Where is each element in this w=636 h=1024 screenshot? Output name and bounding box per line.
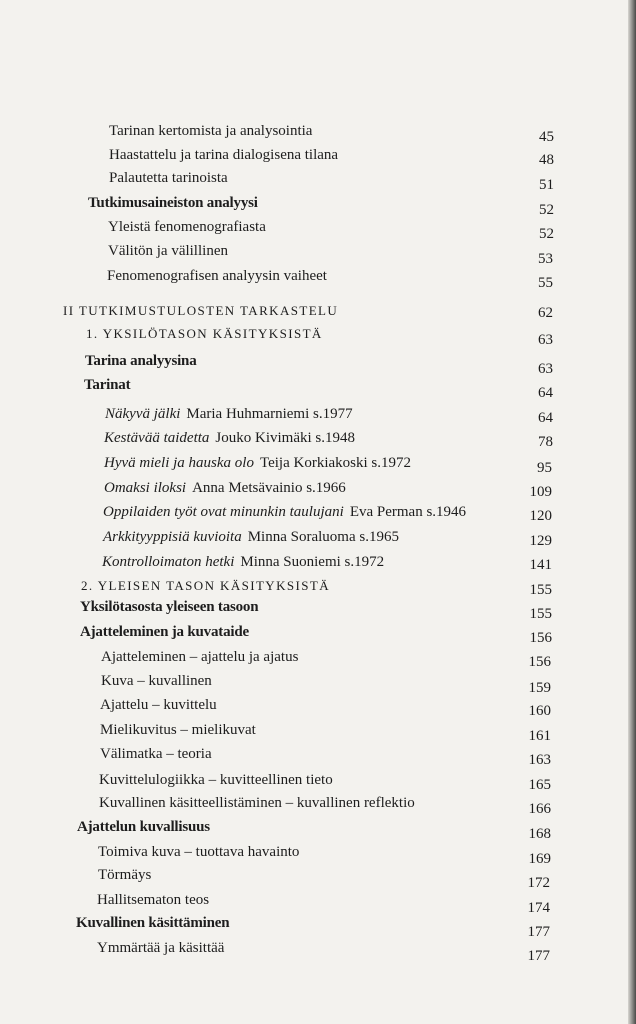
toc-page-number: 155 bbox=[529, 582, 552, 598]
toc-entry-author: Jouko Kivimäki s.1948 bbox=[215, 430, 355, 446]
toc-page-number: 172 bbox=[527, 875, 550, 891]
toc-entry bbox=[101, 672, 212, 690]
toc-page-number: 62 bbox=[538, 305, 553, 321]
toc-entry-title: Omaksi iloksi bbox=[104, 480, 187, 496]
toc-entry-text: Palautetta tarinoista bbox=[109, 170, 228, 186]
toc-page-number: 45 bbox=[539, 129, 554, 145]
toc-entry bbox=[104, 429, 355, 447]
toc-entry-text: Tarinat bbox=[84, 377, 131, 393]
toc-page-number: 51 bbox=[539, 177, 554, 193]
toc-entry bbox=[101, 648, 298, 666]
toc-section-heading bbox=[84, 376, 130, 394]
toc-page-number: 177 bbox=[527, 948, 550, 964]
toc-section-heading bbox=[80, 598, 258, 616]
toc-entry-text: Tutkimusaineiston analyysi bbox=[88, 195, 258, 211]
toc-entry bbox=[109, 122, 312, 140]
toc-page-number: 52 bbox=[539, 202, 554, 218]
toc-entry-text: Kuva – kuvallinen bbox=[101, 673, 212, 689]
toc-page-number: 53 bbox=[538, 251, 553, 267]
toc-entry bbox=[109, 146, 338, 164]
toc-entry bbox=[107, 267, 327, 285]
toc-page-number: 141 bbox=[529, 557, 552, 573]
toc-entry-text: Yleistä fenomenografiasta bbox=[108, 219, 266, 235]
toc-entry-text: Tarinan kertomista ja analysointia bbox=[109, 123, 313, 139]
toc-page-number: 109 bbox=[529, 484, 552, 500]
toc-page-number: 168 bbox=[528, 826, 551, 842]
toc-entry-title: Näkyvä jälki bbox=[105, 406, 181, 422]
toc-page-number: 155 bbox=[529, 606, 552, 622]
toc-section-heading bbox=[77, 818, 210, 836]
toc-page-number: 166 bbox=[528, 801, 551, 817]
toc-entry-text: Tarina analyysina bbox=[85, 353, 197, 369]
toc-page-number: 174 bbox=[527, 900, 550, 916]
toc-entry bbox=[104, 454, 411, 472]
toc-entry-text: 2. YLEISEN TASON KÄSITYKSISTÄ bbox=[81, 578, 331, 593]
toc-page-number: 63 bbox=[538, 361, 553, 377]
toc-entry bbox=[102, 553, 384, 571]
toc-entry-author: Teija Korkiakoski s.1972 bbox=[259, 455, 411, 471]
toc-page-number: 64 bbox=[538, 410, 553, 426]
toc-section-heading bbox=[88, 194, 258, 212]
toc-entry-text: Ymmärtää ja käsittää bbox=[97, 940, 225, 956]
toc-entry-text: 1. YKSILÖTASON KÄSITYKSISTÄ bbox=[86, 326, 323, 341]
toc-page-number: 78 bbox=[538, 434, 553, 450]
toc-entry-author: Eva Perman s.1946 bbox=[349, 504, 467, 520]
toc-page-number: 165 bbox=[528, 777, 551, 793]
toc-entry bbox=[103, 503, 466, 521]
toc-entry-author: Anna Metsävainio s.1966 bbox=[192, 480, 346, 496]
toc-entry-text: Fenomenografisen analyysin vaiheet bbox=[107, 268, 327, 284]
toc-entry bbox=[103, 528, 399, 546]
toc-page-number: 52 bbox=[539, 226, 554, 242]
toc-entry-text: Ajatteleminen – ajattelu ja ajatus bbox=[101, 649, 299, 665]
toc-entry bbox=[105, 405, 353, 423]
toc-page-number: 64 bbox=[538, 385, 553, 401]
toc-entry bbox=[100, 745, 212, 763]
toc-entry bbox=[99, 794, 415, 812]
toc-page-number: 95 bbox=[537, 460, 552, 476]
toc-part-heading bbox=[63, 302, 338, 320]
toc-section-heading bbox=[85, 352, 197, 370]
page-edge bbox=[628, 0, 636, 1024]
toc-entry-author: Minna Soraluoma s.1965 bbox=[247, 529, 399, 545]
toc-page-number: 177 bbox=[527, 924, 550, 940]
toc-entry-text: Ajattelu – kuvittelu bbox=[100, 697, 217, 713]
toc-entry bbox=[109, 169, 228, 187]
toc-entry-text: Yksilötasosta yleiseen tasoon bbox=[80, 599, 259, 615]
toc-page-number: 129 bbox=[529, 533, 552, 549]
toc-entry bbox=[104, 479, 346, 497]
toc-page-number: 160 bbox=[528, 703, 551, 719]
toc-entry bbox=[99, 771, 333, 789]
toc-page-number: 63 bbox=[538, 332, 553, 348]
toc-entry-title: Hyvä mieli ja hauska olo bbox=[104, 455, 254, 471]
toc-entry-text: Kuvittelulogiikka – kuvitteellinen tieto bbox=[99, 772, 333, 788]
toc-entry-text: Ajatteleminen ja kuvataide bbox=[80, 624, 249, 640]
toc-page-number: 169 bbox=[528, 851, 551, 867]
toc-entry bbox=[98, 866, 151, 884]
toc-page-number: 55 bbox=[538, 275, 553, 291]
toc-entry-text: Kuvallinen käsittäminen bbox=[76, 915, 230, 931]
toc-page-number: 48 bbox=[539, 152, 554, 168]
toc-entry bbox=[97, 891, 209, 909]
toc-entry bbox=[108, 218, 266, 236]
toc-entry-text: Välitön ja välillinen bbox=[108, 243, 228, 259]
toc-page-number: 156 bbox=[528, 654, 551, 670]
toc-page-number: 163 bbox=[528, 752, 551, 768]
toc-part-heading bbox=[81, 577, 330, 595]
toc-entry-title: Kestävää taidetta bbox=[104, 430, 210, 446]
toc-entry-text: Ajattelun kuvallisuus bbox=[77, 819, 210, 835]
toc-entry-text: II TUTKIMUSTULOSTEN TARKASTELU bbox=[63, 303, 339, 318]
toc-part-heading bbox=[86, 325, 323, 343]
toc-entry bbox=[108, 242, 228, 260]
toc-entry-title: Oppilaiden työt ovat minunkin taulujani bbox=[103, 504, 344, 520]
toc-page-number: 159 bbox=[528, 680, 551, 696]
toc-entry-text: Haastattelu ja tarina dialogisena tilana bbox=[109, 147, 339, 163]
toc-entry-text: Hallitsematon teos bbox=[97, 892, 210, 908]
toc-entry-title: Kontrolloimaton hetki bbox=[102, 554, 235, 570]
toc-entry-author: Minna Suoniemi s.1972 bbox=[240, 554, 385, 570]
toc-page-number: 120 bbox=[529, 508, 552, 524]
toc-entry-text: Törmäys bbox=[98, 867, 152, 883]
toc-page-number: 156 bbox=[529, 630, 552, 646]
toc-entry bbox=[100, 721, 256, 739]
toc-section-heading bbox=[76, 914, 229, 932]
toc-entry-text: Välimatka – teoria bbox=[100, 746, 212, 762]
toc-section-heading bbox=[80, 623, 249, 641]
toc-entry-title: Arkkityyppisiä kuvioita bbox=[103, 529, 242, 545]
toc-entry-author: Maria Huhmarniemi s.1977 bbox=[186, 406, 353, 422]
toc-entry-text: Kuvallinen käsitteellistäminen – kuvallinen reflektio bbox=[99, 795, 415, 811]
toc-entry-text: Toimiva kuva – tuottava havainto bbox=[98, 844, 300, 860]
toc-entry bbox=[97, 939, 224, 957]
toc-page-number: 161 bbox=[528, 728, 551, 744]
toc-entry bbox=[100, 696, 217, 714]
toc-entry-text: Mielikuvitus – mielikuvat bbox=[100, 722, 256, 738]
toc-entry bbox=[98, 843, 299, 861]
